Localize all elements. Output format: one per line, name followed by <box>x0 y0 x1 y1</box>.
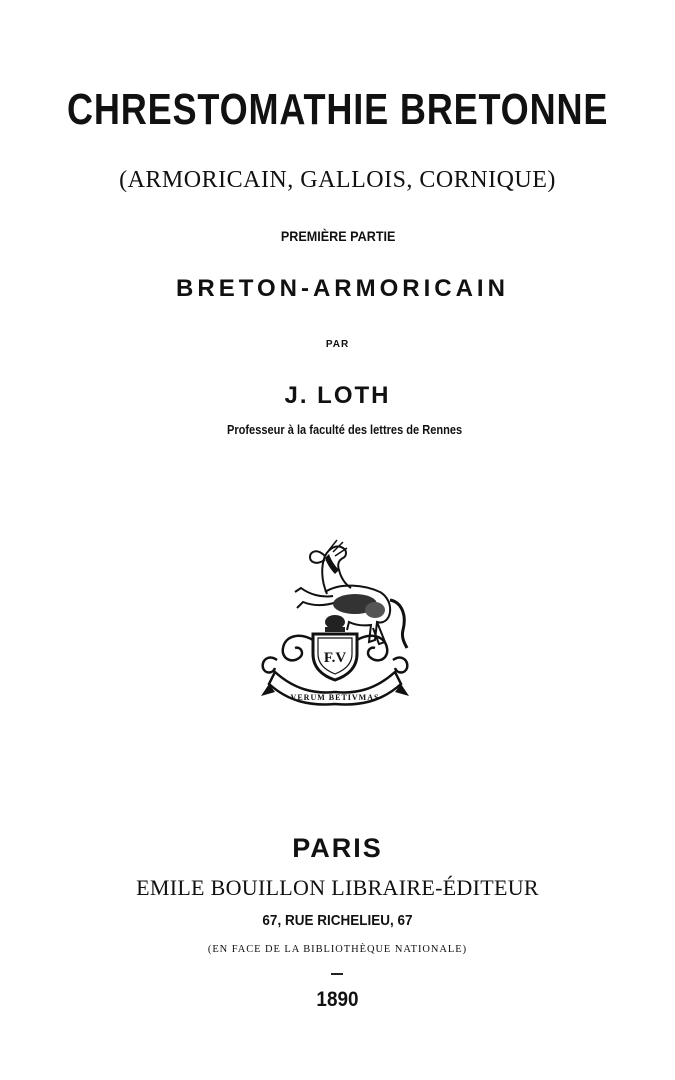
by-label: PAR <box>325 339 350 350</box>
author-affiliation: Professeur à la faculté des lettres de Rennes <box>226 422 463 437</box>
publisher-emblem-icon <box>255 530 415 710</box>
part-label: PREMIÈRE PARTIE <box>280 228 396 244</box>
publication-city: PARIS <box>292 833 383 863</box>
publisher-name: EMILE BOUILLON LIBRAIRE-ÉDITEUR <box>136 875 539 900</box>
monogram: F.V <box>323 650 347 666</box>
section-title: BRETON-ARMORICAIN <box>176 275 509 302</box>
book-subtitle: (ARMORICAIN, GALLOIS, CORNIQUE) <box>119 167 556 193</box>
publisher-address: 67, RUE RICHELIEU, 67 <box>262 912 413 929</box>
publication-year: 1890 <box>316 988 359 1011</box>
author-name: J. LOTH <box>284 382 391 409</box>
divider <box>331 973 343 975</box>
book-title: CHRESTOMATHIE BRETONNE <box>66 85 609 134</box>
ribbon-motto: VERUM BETIVMAS <box>290 693 380 702</box>
location-note: (EN FACE DE LA BIBLIOTHÈQUE NATIONALE) <box>207 943 468 955</box>
